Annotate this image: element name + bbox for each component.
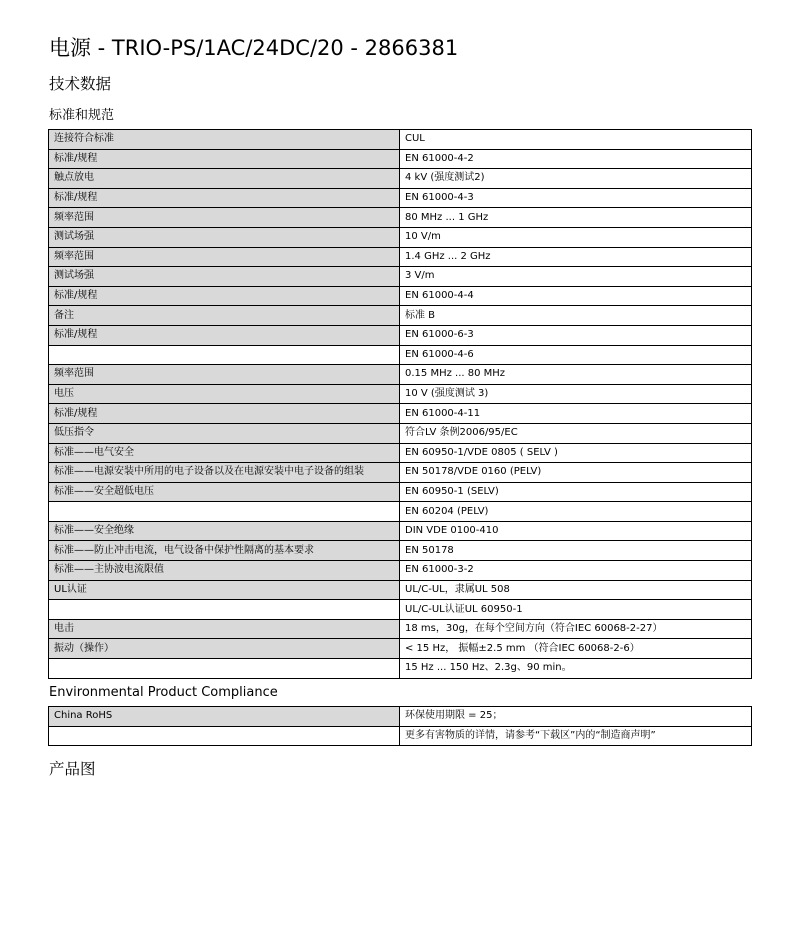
spec-label: 频率范围: [49, 365, 400, 385]
spec-label: 低压指令: [49, 423, 400, 443]
table-row: [49, 726, 752, 746]
table-row: [49, 208, 752, 228]
table-row: [49, 659, 752, 679]
table-row: [49, 169, 752, 189]
standards-table: [48, 129, 752, 679]
table-row: [49, 521, 752, 541]
spec-value: 符合LV 条例2006/95/EC: [400, 423, 752, 443]
spec-label: 振动（操作）: [49, 639, 400, 659]
spec-label: 标准——安全超低电压: [49, 482, 400, 502]
spec-label: [49, 726, 400, 746]
spec-value: EN 50178/VDE 0160 (PELV): [400, 463, 752, 483]
table-row: [49, 384, 752, 404]
spec-value: EN 60950-1 (SELV): [400, 482, 752, 502]
spec-label: 标准——安全绝缘: [49, 521, 400, 541]
table-row: [49, 619, 752, 639]
table-row: [49, 541, 752, 561]
spec-label: 标准/规程: [49, 404, 400, 424]
table-row: [49, 423, 752, 443]
spec-label: 电压: [49, 384, 400, 404]
table-row: [49, 267, 752, 287]
spec-value: 更多有害物质的详情，请参考“下载区”内的“制造商声明”: [400, 726, 752, 746]
spec-value: EN 60204 (PELV): [400, 502, 752, 522]
spec-label: 标准——电气安全: [49, 443, 400, 463]
spec-value: 0.15 MHz ... 80 MHz: [400, 365, 752, 385]
spec-value: EN 61000-4-2: [400, 149, 752, 169]
section-heading-environmental: Environmental Product Compliance: [49, 685, 278, 700]
table-row: [49, 600, 752, 620]
spec-label: [49, 600, 400, 620]
spec-value: 18 ms，30g，在每个空间方向（符合IEC 60068-2-27）: [400, 619, 752, 639]
spec-value: EN 60950-1/VDE 0805 ( SELV ): [400, 443, 752, 463]
table-row: [49, 502, 752, 522]
spec-label: 电击: [49, 619, 400, 639]
spec-value: 环保使用期限 = 25；: [400, 707, 752, 727]
spec-label: 触点放电: [49, 169, 400, 189]
spec-value: UL/C-UL认证UL 60950-1: [400, 600, 752, 620]
table-row: [49, 227, 752, 247]
table-row: [49, 482, 752, 502]
table-row: [49, 130, 752, 150]
spec-label: 测试场强: [49, 267, 400, 287]
spec-value: 10 V (强度测试 3): [400, 384, 752, 404]
table-row: [49, 247, 752, 267]
table-row: [49, 443, 752, 463]
spec-value: 80 MHz ... 1 GHz: [400, 208, 752, 228]
table-row: [49, 149, 752, 169]
spec-value: EN 61000-4-3: [400, 188, 752, 208]
spec-value: UL/C-UL，隶属UL 508: [400, 580, 752, 600]
table-row: [49, 306, 752, 326]
table-row: [49, 561, 752, 581]
spec-label: UL认证: [49, 580, 400, 600]
page-title: 电源 - TRIO-PS/1AC/24DC/20 - 2866381: [49, 36, 459, 60]
spec-label: 标准/规程: [49, 325, 400, 345]
table-row: [49, 463, 752, 483]
table-row: [49, 188, 752, 208]
spec-label: 标准/规程: [49, 188, 400, 208]
spec-label: [49, 659, 400, 679]
spec-label: China RoHS: [49, 707, 400, 727]
spec-value: < 15 Hz， 振幅±2.5 mm （符合IEC 60068-2-6）: [400, 639, 752, 659]
spec-label: 标准——电源安装中所用的电子设备以及在电源安装中电子设备的组装: [49, 463, 400, 483]
spec-value: DIN VDE 0100-410: [400, 521, 752, 541]
spec-value: 10 V/m: [400, 227, 752, 247]
spec-value: EN 61000-4-4: [400, 286, 752, 306]
environmental-compliance-table: [48, 706, 752, 746]
spec-value: EN 61000-3-2: [400, 561, 752, 581]
section-heading-product-image: 产品图: [49, 760, 96, 778]
table-row: [49, 707, 752, 727]
table-row: [49, 580, 752, 600]
spec-label: 备注: [49, 306, 400, 326]
spec-value: 1.4 GHz ... 2 GHz: [400, 247, 752, 267]
spec-label: 频率范围: [49, 208, 400, 228]
spec-label: 连接符合标准: [49, 130, 400, 150]
spec-label: 标准/规程: [49, 286, 400, 306]
spec-value: EN 50178: [400, 541, 752, 561]
table-row: [49, 639, 752, 659]
spec-label: [49, 345, 400, 365]
table-row: [49, 365, 752, 385]
spec-value: 15 Hz ... 150 Hz、2.3g、90 min。: [400, 659, 752, 679]
table-row: [49, 286, 752, 306]
spec-label: [49, 502, 400, 522]
section-heading-standards: 标准和规范: [49, 108, 115, 123]
spec-label: 频率范围: [49, 247, 400, 267]
spec-value: 3 V/m: [400, 267, 752, 287]
table-row: [49, 345, 752, 365]
table-row: [49, 404, 752, 424]
spec-label: 测试场强: [49, 227, 400, 247]
spec-value: 4 kV (强度测试2): [400, 169, 752, 189]
spec-label: 标准——防止冲击电流，电气设备中保护性隔离的基本要求: [49, 541, 400, 561]
spec-value: 标准 B: [400, 306, 752, 326]
spec-label: 标准/规程: [49, 149, 400, 169]
spec-label: 标准——主协波电流限值: [49, 561, 400, 581]
spec-value: EN 61000-4-6: [400, 345, 752, 365]
spec-value: EN 61000-6-3: [400, 325, 752, 345]
section-heading-technical-data: 技术数据: [49, 75, 112, 93]
spec-value: EN 61000-4-11: [400, 404, 752, 424]
table-row: [49, 325, 752, 345]
spec-value: CUL: [400, 130, 752, 150]
